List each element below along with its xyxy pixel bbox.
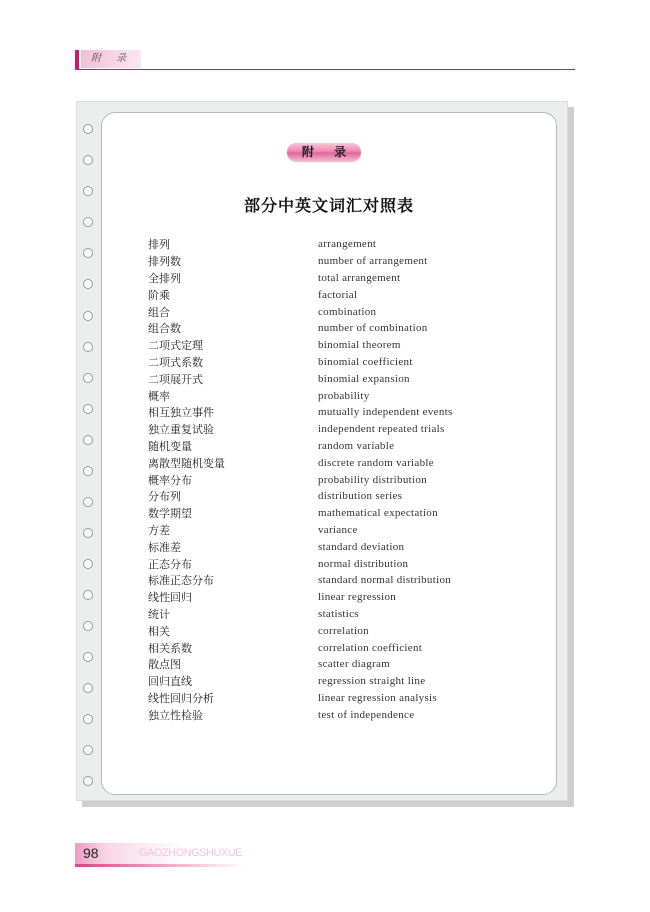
footer-rule <box>75 864 245 867</box>
chinese-term: 标准差 <box>148 540 181 554</box>
running-header <box>75 50 575 70</box>
chinese-term: 二项式定理 <box>148 339 203 353</box>
chinese-term: 正态分布 <box>148 557 192 571</box>
chinese-term: 相互独立事件 <box>148 406 214 420</box>
list-item <box>148 639 488 656</box>
punch-hole-icon <box>83 559 93 569</box>
punch-hole-icon <box>83 124 93 134</box>
english-term: linear regression analysis <box>318 691 437 704</box>
punch-hole-icon <box>83 621 93 631</box>
list-item <box>148 471 488 488</box>
punch-hole-icon <box>83 373 93 383</box>
english-term: total arrangement <box>318 271 401 284</box>
english-term: variance <box>318 523 358 536</box>
header-accent-bar <box>75 50 79 70</box>
english-term: discrete random variable <box>318 456 434 469</box>
punch-hole-icon <box>83 745 93 755</box>
chinese-term: 阶乘 <box>148 288 170 302</box>
list-item <box>148 606 488 623</box>
english-term: number of arrangement <box>318 255 428 268</box>
english-term: number of combination <box>318 322 428 335</box>
page-number: 98 <box>83 845 99 861</box>
list-item <box>148 673 488 690</box>
chinese-term: 组合数 <box>148 322 181 336</box>
english-term: arrangement <box>318 238 377 251</box>
list-item <box>148 438 488 455</box>
list-item <box>148 572 488 589</box>
appendix-badge: 附 录 <box>287 143 361 161</box>
chinese-term: 分布列 <box>148 490 181 504</box>
chinese-term: 概率 <box>148 389 170 403</box>
list-item <box>148 555 488 572</box>
punch-hole-icon <box>83 466 93 476</box>
vocabulary-list <box>148 236 488 723</box>
list-item <box>148 622 488 639</box>
punch-hole-icon <box>83 186 93 196</box>
chinese-term: 回归直线 <box>148 675 192 689</box>
list-item <box>148 236 488 253</box>
english-term: factorial <box>318 288 358 301</box>
chinese-term: 概率分布 <box>148 473 192 487</box>
punch-hole-icon <box>83 528 93 538</box>
chinese-term: 排列 <box>148 238 170 252</box>
list-item <box>148 337 488 354</box>
english-term: binomial theorem <box>318 339 401 352</box>
header-rule <box>75 69 575 70</box>
chinese-term: 线性回归 <box>148 591 192 605</box>
list-item <box>148 303 488 320</box>
english-term: binomial expansion <box>318 372 410 385</box>
punch-hole-icon <box>83 497 93 507</box>
punch-hole-icon <box>83 248 93 258</box>
english-term: statistics <box>318 607 359 620</box>
list-item <box>148 370 488 387</box>
english-term: distribution series <box>318 490 403 503</box>
punch-hole-icon <box>83 776 93 786</box>
chinese-term: 二项展开式 <box>148 372 203 386</box>
punch-hole-icon <box>83 279 93 289</box>
chinese-term: 散点图 <box>148 658 181 672</box>
list-item <box>148 404 488 421</box>
english-term: standard normal distribution <box>318 574 452 587</box>
list-item <box>148 253 488 270</box>
english-term: normal distribution <box>318 557 409 570</box>
page-footer <box>75 843 255 867</box>
punch-hole-icon <box>83 404 93 414</box>
list-item <box>148 354 488 371</box>
page-title: 部分中英文词汇对照表 <box>243 196 414 215</box>
english-term: scatter diagram <box>318 658 390 671</box>
punch-hole-icon <box>83 342 93 352</box>
english-term: standard deviation <box>318 540 405 553</box>
english-term: mathematical expectation <box>318 507 438 520</box>
list-item <box>148 286 488 303</box>
punch-hole-icon <box>83 155 93 165</box>
list-item <box>148 488 488 505</box>
english-term: probability <box>318 389 370 402</box>
punch-hole-icon <box>83 590 93 600</box>
list-item <box>148 320 488 337</box>
chinese-term: 独立性检验 <box>148 708 203 722</box>
punch-hole-icon <box>83 435 93 445</box>
chinese-term: 统计 <box>148 607 170 621</box>
chinese-term: 标准正态分布 <box>148 574 214 588</box>
list-item <box>148 505 488 522</box>
english-term: combination <box>318 305 377 318</box>
punch-hole-icon <box>83 683 93 693</box>
list-item <box>148 589 488 606</box>
chinese-term: 线性回归分析 <box>148 691 214 705</box>
list-item <box>148 538 488 555</box>
english-term: binomial coefficient <box>318 355 413 368</box>
footer-brand: GAOZHONGSHUXUE <box>139 847 243 859</box>
chinese-term: 二项式系数 <box>148 355 203 369</box>
english-term: linear regression <box>318 591 397 604</box>
english-term: independent repeated trials <box>318 423 445 436</box>
punch-hole-icon <box>83 714 93 724</box>
chinese-term: 全排列 <box>148 271 181 285</box>
chinese-term: 方差 <box>148 523 170 537</box>
punch-hole-icon <box>83 217 93 227</box>
english-term: test of independence <box>318 708 415 721</box>
english-term: probability distribution <box>318 473 427 486</box>
chinese-term: 排列数 <box>148 255 181 269</box>
chinese-term: 离散型随机变量 <box>148 456 225 470</box>
list-item <box>148 690 488 707</box>
list-item <box>148 454 488 471</box>
chinese-term: 相关 <box>148 624 170 638</box>
english-term: mutually independent events <box>318 406 453 419</box>
list-item <box>148 706 488 723</box>
chinese-term: 独立重复试验 <box>148 423 214 437</box>
list-item <box>148 387 488 404</box>
english-term: correlation <box>318 624 369 637</box>
list-item <box>148 656 488 673</box>
chinese-term: 相关系数 <box>148 641 192 655</box>
chinese-term: 随机变量 <box>148 439 192 453</box>
list-item <box>148 522 488 539</box>
english-term: regression straight line <box>318 675 426 688</box>
header-section-label: 附 录 <box>81 50 141 68</box>
punch-hole-icon <box>83 311 93 321</box>
punch-hole-icon <box>83 652 93 662</box>
list-item <box>148 421 488 438</box>
english-term: random variable <box>318 439 395 452</box>
list-item <box>148 270 488 287</box>
chinese-term: 数学期望 <box>148 507 192 521</box>
english-term: correlation coefficient <box>318 641 423 654</box>
chinese-term: 组合 <box>148 305 170 319</box>
